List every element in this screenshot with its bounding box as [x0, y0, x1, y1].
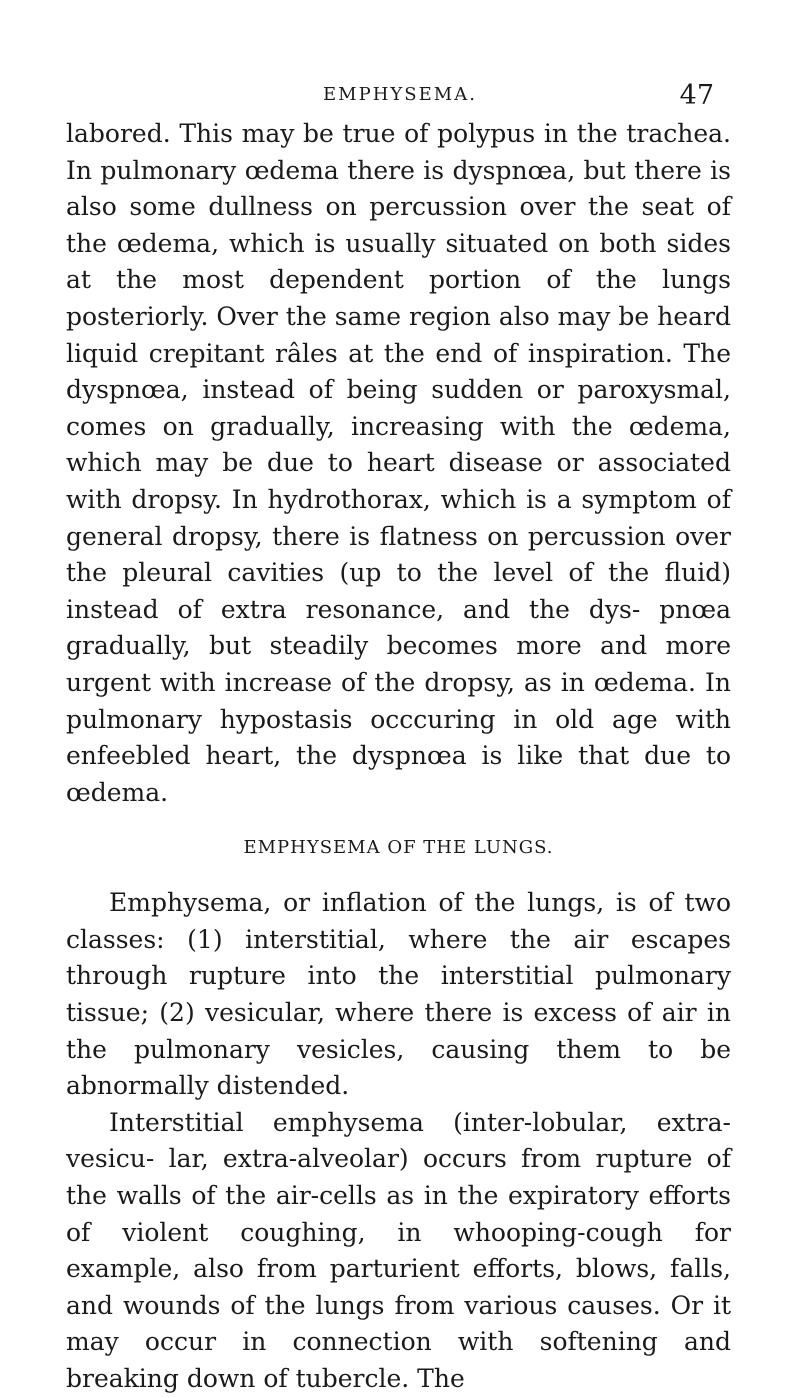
running-head	[90, 80, 714, 114]
paragraph-continued: labored. This may be true of polypus in the trachea. In pulmonary œdema there is dyspnœa, but there is also some dullness on percussion over the seat of the œdema, which is usually situated on both sides at the most dependent portion of the lungs posteriorly. Over the same region also may be heard liquid crepitant râles at the end of inspiration. The dyspnœa, instead of being sudden or paroxysmal, comes on gradually, increasing with the œdema, which may be due to heart disease or associated with dropsy. In hydrothorax, which is a symptom of general dropsy, there is flatness on percussion over the pleural cavities (up to the level of the fluid) instead of extra resonance, and the dys- pnœa gradually, but steadily becomes more and more urgent with increase of the dropsy, as in œdema. In pulmonary hypostasis occcuring in old age with enfeebled heart, the dyspnœa is like that due to œdema.	[66, 119, 731, 807]
page-number: 47	[679, 80, 714, 111]
paragraph-emphysema-classes: Emphysema, or inflation of the lungs, is of two classes: (1) interstitial, where the air escapes through rupture into the interstitial pulmonary tissue; (2) vesicular, where there is excess of air in the pulmonary vesicles, causing them to be abnormally distended.	[66, 888, 731, 1101]
body-text	[66, 116, 731, 1398]
paragraph-interstitial-emphysema: Interstitial emphysema (inter-lobular, extra-vesicu- lar, extra-alveolar) occurs from rupture of the walls of the air-cells as in the expiratory efforts of violent coughing, in whooping-cough for example, also from parturient efforts, blows, falls, and wounds of the lungs from various causes. Or it may occur in connection with softening and breaking down of tubercle. The	[66, 1107, 731, 1393]
section-heading: EMPHYSEMA OF THE LUNGS.	[243, 837, 554, 859]
running-title: EMPHYSEMA.	[323, 84, 477, 105]
